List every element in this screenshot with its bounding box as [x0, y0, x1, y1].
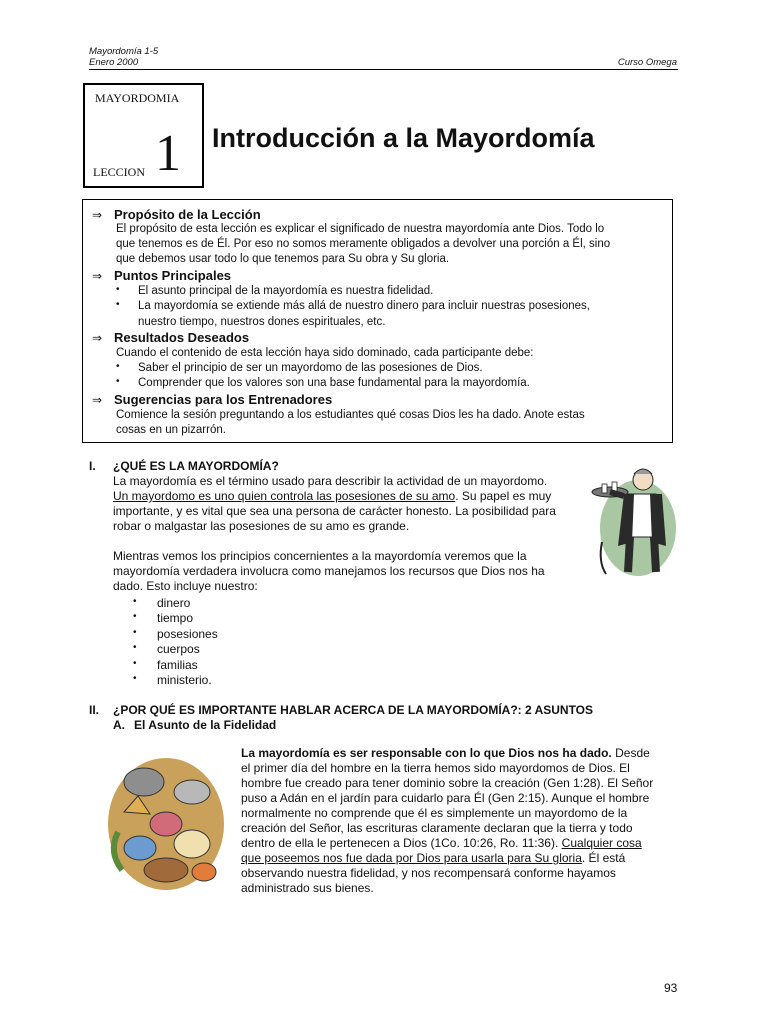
section-2-heading: ¿POR QUÉ ES IMPORTANTE HABLAR ACERCA DE LA MAYORDOMÍA?: 2 ASUNTOS	[113, 703, 594, 717]
section-1-heading: ¿QUÉ ES LA MAYORDOMÍA?	[113, 459, 279, 473]
summary-heading-points	[92, 268, 231, 284]
bullet-icon: •	[133, 673, 137, 684]
points-heading-text: Puntos Principales	[114, 268, 232, 283]
section-2-p-line-9: observando nuestra fidelidad, y nos recompensará conforme hayamos	[241, 866, 616, 880]
resource-list-item: posesiones	[157, 626, 218, 641]
resource-list-item: tiempo	[157, 611, 194, 626]
bullet-icon: •	[133, 657, 137, 669]
arrow-right-icon: ⇒	[92, 331, 103, 345]
section-2a-letter: A.	[113, 718, 125, 732]
bullet-icon: •	[133, 626, 137, 638]
resource-list-item: familias	[157, 657, 198, 672]
doc-header-date: Enero 2000	[89, 57, 139, 68]
text-span: Desde	[611, 746, 650, 760]
text-span: . Su papel es muy	[455, 489, 552, 503]
doc-header-course-name: Curso Omega	[617, 57, 677, 68]
bold-lead-sentence: La mayordomía es ser responsable con lo que Dios nos ha dado.	[241, 746, 612, 760]
resource-list-item: dinero	[157, 596, 191, 610]
section-2-p-line-2: el primer día del hombre en la tierra hemos sido mayordomos de Dios. El	[241, 761, 630, 775]
arrow-right-icon: ⇒	[92, 269, 103, 283]
text-span: dentro de ella le pertenecen a Dios (1Co. 10:26, Ro. 11:36).	[241, 836, 562, 850]
lesson-summary-box	[82, 199, 673, 443]
butler-illustration	[588, 462, 680, 578]
tiger	[192, 863, 216, 881]
bullet-icon: •	[116, 284, 120, 295]
bullet-icon: •	[116, 376, 120, 387]
bullet-icon: •	[116, 361, 120, 372]
sheep	[174, 830, 210, 858]
suggestions-line-2: cosas en un pizarrón.	[116, 424, 226, 436]
purpose-line-1: El propósito de esta lección es explicar el significado de nuestra mayordomía ante Dios. Todo lo	[116, 223, 605, 235]
arrow-right-icon: ⇒	[92, 208, 103, 222]
lesson-box	[83, 83, 204, 188]
section-2-p-line-7	[241, 836, 642, 851]
bullet-icon: •	[133, 611, 137, 623]
summary-heading-purpose	[92, 207, 261, 223]
doc-header-course: Mayordomía 1-5	[89, 46, 159, 57]
bullet-icon: •	[116, 299, 120, 310]
elephant	[124, 768, 164, 796]
bear	[144, 858, 188, 882]
page-number: 93	[664, 981, 678, 995]
page-title: Introducción a la Mayordomía	[212, 123, 595, 153]
section-2-p-line-5: normalmente no comprende que él es simplemente un mayordomo de la	[241, 806, 628, 820]
points-bullet-2-line-2: nuestro tiempo, nuestros dones espirituales, etc.	[138, 316, 386, 328]
results-bullet-1: Saber el principio de ser un mayordomo de las posesiones de Dios.	[138, 362, 483, 374]
section-2-p-line-4: puso a Adán en el jardín para cuidarlo para Él (Gen 2:15). Aunque el hombre	[241, 791, 650, 805]
bird	[124, 836, 156, 860]
section-1-p1-line-4: robar o malgastar las posesiones de su amo es grande.	[113, 519, 410, 533]
section-2a-heading: El Asunto de la Fidelidad	[134, 718, 277, 732]
ark-animals-illustration	[104, 752, 228, 894]
section-1-p1-line-3: importante, y es vital que sea una persona de carácter honesto. La posibilidad para	[113, 504, 556, 518]
hippo	[174, 780, 210, 804]
underlined-definition: Un mayordomo es uno quien controla las posesiones de su amo	[113, 489, 456, 503]
lesson-number: 1	[155, 125, 181, 182]
resource-list-item: cuerpos	[157, 642, 200, 657]
lesson-box-top-label: MAYORDOMIA	[95, 91, 180, 105]
bullet-icon: •	[133, 596, 137, 607]
text-span: . Él está	[581, 851, 626, 865]
section-1-p2-line-3: dado. Esto incluye nuestro:	[113, 579, 258, 593]
butler-arm	[610, 492, 624, 496]
results-bullet-2: Comprender que los valores son una base fundamental para la mayordomía.	[138, 377, 530, 389]
section-2-p-line-1	[241, 746, 650, 761]
section-1-p2-line-2: mayordomía verdadera involucra como manejamos los recursos que Dios nos ha	[113, 564, 545, 578]
header-rule	[89, 69, 678, 70]
butler-hair	[634, 469, 652, 474]
summary-heading-results	[92, 330, 249, 346]
bullet-icon: •	[133, 642, 137, 654]
summary-heading-suggestions	[92, 392, 332, 408]
section-2-p-line-6: creación del Señor, las escrituras claramente declaran que la tierra y todo	[241, 821, 633, 835]
lesson-box-bottom-label: LECCION	[93, 165, 145, 179]
purpose-line-2: que tenemos es de Él. Por eso no somos meramente obligados a devolver una porción a Él, sino	[116, 238, 611, 250]
section-1-p1-line-1: La mayordomía es el término usado para describir la actividad de un mayordomo.	[113, 474, 548, 488]
resource-list-item: ministerio.	[157, 673, 212, 687]
underlined-text: que poseemos nos fue dada por Dios para usarla para Su gloria	[241, 851, 582, 865]
suggestions-line-1: Comience la sesión preguntando a los estudiantes qué cosas Dios les ha dado. Anote estas	[116, 409, 585, 421]
underlined-text: Cualquier cosa	[561, 836, 642, 850]
purpose-heading-text: Propósito de la Lección	[114, 207, 261, 222]
section-2-p-line-10: administrado sus bienes.	[241, 881, 374, 895]
arrow-right-icon: ⇒	[92, 393, 103, 407]
purpose-line-3: que debemos usar todo lo que tenemos para Su obra y Su gloria.	[116, 253, 450, 265]
pig	[150, 812, 182, 836]
glass-1	[602, 484, 607, 493]
section-2-p-line-3: hombre fue creado para tener dominio sobre la creación (Gen 1:28). El Señor	[241, 776, 654, 790]
section-2-number: II.	[89, 703, 100, 717]
section-1-p1-line-2	[113, 489, 579, 504]
section-1-p2-line-1: Mientras vemos los principios concernientes a la mayordomía veremos que la	[113, 549, 527, 563]
section-2-p-line-8	[241, 851, 625, 866]
results-heading-text: Resultados Deseados	[114, 330, 250, 345]
points-bullet-2-line-1: La mayordomía se extiende más allá de nuestro dinero para incluir nuestras posesiones,	[138, 300, 590, 312]
suggestions-heading-text: Sugerencias para los Entrenadores	[114, 392, 333, 407]
results-intro: Cuando el contenido de esta lección haya sido dominado, cada participante debe:	[116, 347, 534, 359]
section-1-number: I.	[89, 459, 96, 473]
points-bullet-1: El asunto principal de la mayordomía es nuestra fidelidad.	[138, 285, 434, 297]
